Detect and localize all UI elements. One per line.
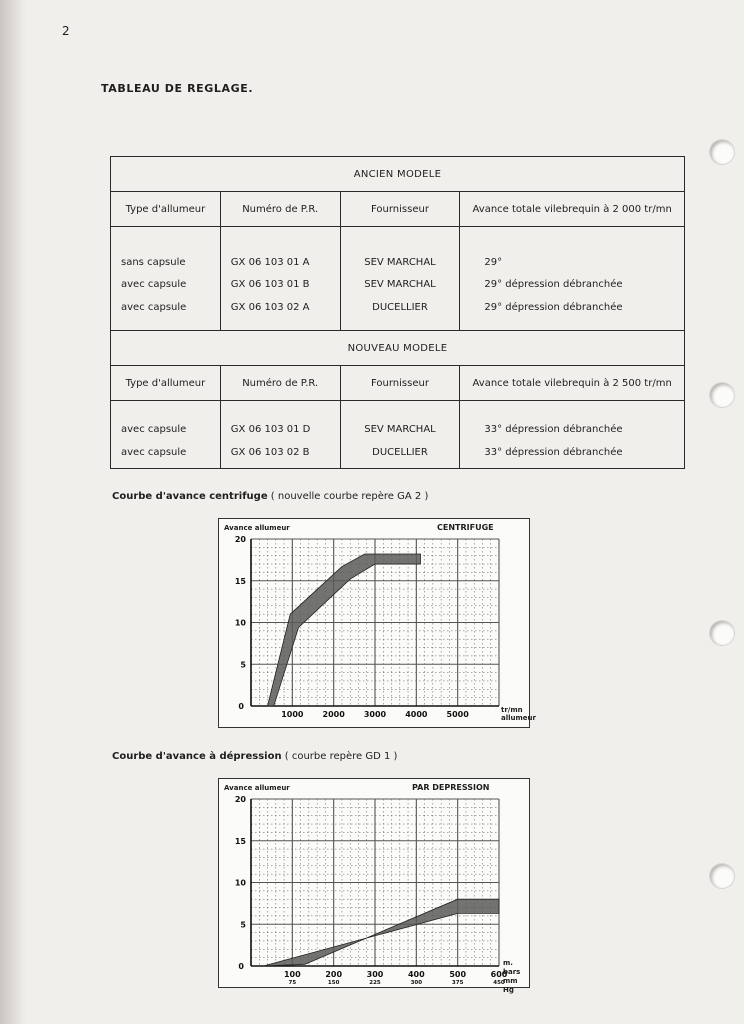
section-title: NOUVEAU MODELE <box>111 331 685 366</box>
cell-value: 29° <box>484 256 503 268</box>
cell-value: DUCELLIER <box>372 446 428 458</box>
caption-rest: ( nouvelle courbe repère GA 2 ) <box>267 491 429 502</box>
cell-value: SEV MARCHAL <box>364 424 436 436</box>
chart-xlabel-line: m. bars <box>503 959 521 976</box>
x2-tick-label: 150 <box>327 980 340 986</box>
chart-xlabel-line: allumeur <box>501 714 536 722</box>
col-header-avance: Avance totale vilebrequin à 2 000 tr/mn <box>460 192 685 227</box>
chart-xlabel-line: tr/mn <box>501 706 523 714</box>
y-tick-label: 15 <box>234 836 246 846</box>
cell-value: GX 06 103 01 D <box>230 424 311 436</box>
cell-value: GX 06 103 01 B <box>230 279 310 291</box>
punch-hole <box>710 383 734 407</box>
origin-label: 0 <box>238 702 244 711</box>
advance-band <box>268 554 421 706</box>
cell-numero <box>220 227 340 331</box>
caption-rest: ( courbe repère GD 1 ) <box>281 751 398 762</box>
y-tick-label: 10 <box>234 618 246 628</box>
data-row-ancien <box>111 227 685 331</box>
cell-fournisseur <box>340 401 460 469</box>
y-tick-label: 20 <box>234 535 246 544</box>
cell-value: SEV MARCHAL <box>364 279 436 291</box>
col-header-fournisseur: Fournisseur <box>340 366 460 401</box>
x-tick-label: 1000 <box>281 710 304 719</box>
settings-table <box>110 156 685 469</box>
chart-ylabel: Avance allumeur <box>224 784 290 792</box>
chart-plot-depression <box>219 779 529 987</box>
col-header-fournisseur: Fournisseur <box>340 192 460 227</box>
x-tick-label: 5000 <box>446 710 469 719</box>
cell-value: sans capsule <box>121 256 186 268</box>
x-tick-label: 200 <box>325 970 343 979</box>
cell-numero <box>220 401 340 469</box>
y-tick-label: 10 <box>234 878 246 888</box>
chart-depression <box>218 778 530 994</box>
page-edge-shadow <box>0 0 26 1024</box>
cell-value: avec capsule <box>121 279 187 291</box>
origin-label: 0 <box>238 962 244 971</box>
cell-value: avec capsule <box>121 424 187 436</box>
chart-centrifuge <box>218 518 536 728</box>
punch-hole <box>710 140 734 164</box>
col-header-avance: Avance totale vilebrequin à 2 500 tr/mn <box>460 366 685 401</box>
x2-tick-label: 300 <box>410 980 423 986</box>
cell-value: DUCELLIER <box>372 301 428 313</box>
section-title: ANCIEN MODELE <box>111 157 685 192</box>
caption-depression <box>112 751 397 762</box>
x-tick-label: 100 <box>283 970 301 979</box>
x-tick-label: 300 <box>366 970 384 979</box>
cell-value: 33° dépression débranchée <box>484 424 623 436</box>
y-tick-label: 20 <box>234 795 246 804</box>
col-header-type: Type d'allumeur <box>111 192 221 227</box>
cell-type <box>111 401 221 469</box>
page-title: TABLEAU DE REGLAGE. <box>101 82 254 95</box>
x2-tick-label: 225 <box>369 980 381 986</box>
cell-value: SEV MARCHAL <box>364 256 436 268</box>
x-tick-label: 400 <box>407 970 425 979</box>
x-tick-label: 3000 <box>363 710 387 719</box>
y-tick-label: 5 <box>240 660 246 670</box>
section-row-ancien <box>111 157 685 192</box>
chart-plot-centrifuge <box>219 519 529 727</box>
cell-type <box>111 227 221 331</box>
caption-bold: Courbe d'avance à dépression <box>112 751 282 762</box>
col-header-numero: Numéro de P.R. <box>220 192 340 227</box>
y-tick-label: 5 <box>240 920 246 930</box>
cell-value: 33° dépression débranchée <box>484 446 623 458</box>
x-tick-label: 2000 <box>322 710 345 719</box>
x-tick-label: 600 <box>490 970 508 979</box>
cell-value: GX 06 103 01 A <box>230 256 310 268</box>
col-header-type: Type d'allumeur <box>111 366 221 401</box>
cell-avance <box>460 401 685 469</box>
page-number: 2 <box>62 24 70 38</box>
cell-fournisseur <box>340 227 460 331</box>
chart-title: PAR DEPRESSION <box>412 783 490 792</box>
punch-hole <box>710 864 734 888</box>
data-row-nouveau <box>111 401 685 469</box>
chart-ylabel: Avance allumeur <box>224 524 290 532</box>
caption-bold: Courbe d'avance centrifuge <box>112 491 268 502</box>
cell-avance <box>460 227 685 331</box>
cell-value: 29° dépression débranchée <box>484 301 623 313</box>
header-row <box>111 192 685 227</box>
cell-value: 29° dépression débranchée <box>484 279 623 291</box>
x2-tick-label: 375 <box>451 980 464 986</box>
chart-title: CENTRIFUGE <box>437 523 494 532</box>
section-row-nouveau <box>111 331 685 366</box>
x2-tick-label: 75 <box>288 980 297 986</box>
y-tick-label: 15 <box>234 576 246 586</box>
cell-value: avec capsule <box>121 446 187 458</box>
x-tick-label: 4000 <box>405 710 428 719</box>
chart-xlabel-line: mm Hg <box>503 977 518 994</box>
header-row <box>111 366 685 401</box>
col-header-numero: Numéro de P.R. <box>220 366 340 401</box>
caption-centrifuge <box>112 491 428 502</box>
x2-tick-label: 450 <box>493 980 505 986</box>
cell-value: GX 06 103 02 A <box>230 301 310 313</box>
cell-value: avec capsule <box>121 301 187 313</box>
punch-hole <box>710 621 734 645</box>
x-tick-label: 500 <box>449 970 467 979</box>
cell-value: GX 06 103 02 B <box>230 446 310 458</box>
